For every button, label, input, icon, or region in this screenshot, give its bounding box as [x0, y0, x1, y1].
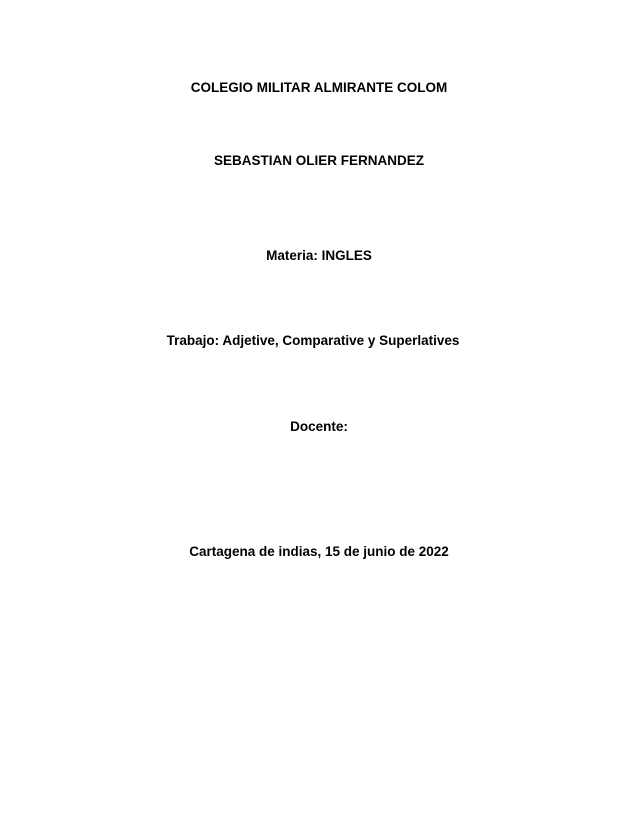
school-name: COLEGIO MILITAR ALMIRANTE COLOM: [190, 80, 448, 95]
place-date: Cartagena de indias, 15 de junio de 2022: [189, 544, 449, 559]
teacher-label: Docente:: [290, 419, 348, 434]
subject-line: Materia: INGLES: [266, 248, 372, 263]
assignment-title: Trabajo: Adjetive, Comparative y Superlatives: [166, 333, 460, 348]
student-name: SEBASTIAN OLIER FERNANDEZ: [213, 153, 424, 168]
